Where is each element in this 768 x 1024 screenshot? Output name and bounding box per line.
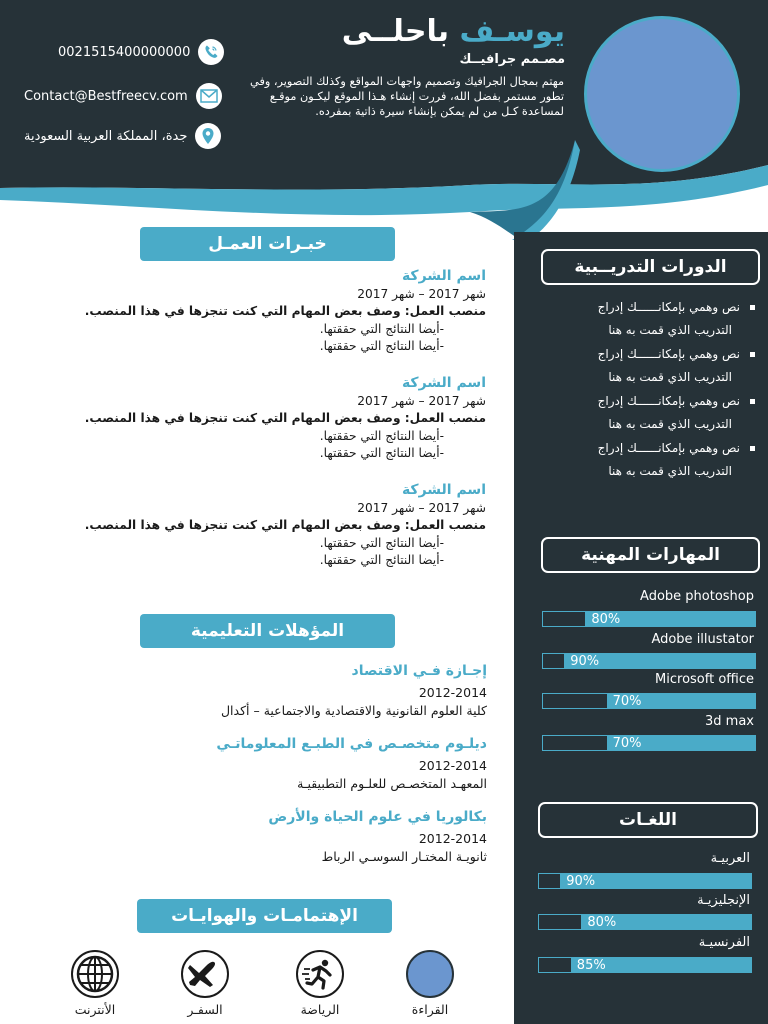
interest-label: الرياضة [300,1002,340,1017]
job-role: منصب العمل: وصف بعض المهام التي كنت تنجزها في هذا المنصب. [84,518,486,532]
airplane-icon [181,950,229,998]
interest-label: السفـر [187,1002,223,1017]
skill-name: Adobe illustator [651,632,754,647]
job-result: -أيضا النتائج التي حققتها. [319,446,444,460]
skill-bar [542,735,756,751]
school-name: المعهـد المتخصـص للعلـوم التطبيقيـة [297,776,487,791]
job-result: -أيضا النتائج التي حققتها. [319,321,444,336]
bullet-icon [750,446,755,451]
profile-summary: مهتم بمجال الجرافيك وتصميم واجهات المواقع وكذلك التصوير، وفي تطور مستمر بفضل الله، فررت إنشاء هـذا الموقع ليكـون موقـع لمساعدة كـل من لم يمكن بإنشاء سيرة ذاتية بمفرده. [250,75,564,118]
experience-title: خبـرات العمـل [140,227,395,261]
first-name: يوسـف [459,14,565,49]
skill-percent: 70% [612,736,642,751]
envelope-icon [196,83,222,109]
job-dates: شهر 2017 – شهر 2017 [357,500,486,515]
bullet-icon [750,305,755,310]
contact-phone [58,38,238,66]
interest-sports [275,950,365,1017]
skill-bar [542,653,756,669]
skills-title: المهارات المهنية [541,537,760,573]
running-icon [296,950,344,998]
interest-internet [50,950,140,1017]
address-text: جدة، المملكة العربية السعودية [24,128,188,144]
education-item [150,808,487,866]
job-result: -أيضا النتائج التي حققتها. [319,553,444,567]
course-item: نص وهمي بإمكانــــــك إدراج التدريب الذي قمت به هنا [540,390,755,436]
job-role: منصب العمل: وصف بعض المهام التي كنت تنجزها في هذا المنصب. [84,304,486,318]
language-percent: 80% [587,915,617,930]
skill-percent: 70% [612,694,642,709]
job-result: -أيضا النتائج التي حققتها. [319,428,444,443]
job-title: مصـمم جرافيــك [459,52,565,67]
company-name: اسم الشركة [401,375,486,391]
bullet-icon [750,399,755,404]
school-name: ثانويـة المختـار السوسـي الرباط [321,849,487,864]
phone-text: 0021515400000000 [58,44,191,60]
experience-item [18,375,486,463]
skill-bar [542,611,756,627]
language-percent: 85% [576,958,606,973]
interest-reading [385,950,475,1017]
language-percent: 90% [566,874,596,889]
degree-name: بكالوريا في علوم الحياة والأرض [268,809,487,825]
job-dates: شهر 2017 – شهر 2017 [357,393,486,408]
contact-address [24,122,238,150]
skill-bar [542,693,756,709]
interests-title: الإهتمامـات والهوايـات [137,899,392,933]
skill-name: Adobe photoshop [640,589,754,604]
education-item [150,735,487,793]
course-item: نص وهمي بإمكانــــــك إدراج التدريب الذي قمت به هنا [540,437,755,483]
skill-percent: 90% [570,654,600,669]
courses-title: الدورات التدريــبية [541,249,760,285]
profile-photo [584,16,740,172]
course-item: نص وهمي بإمكانــــــك إدراج التدريب الذي قمت به هنا [540,343,755,389]
company-name: اسم الشركة [401,482,486,498]
experience-item [18,268,486,356]
last-name: باحلــى [341,14,449,49]
language-name: الفرنسيـة [698,935,750,950]
school-name: كلية العلوم القانونية والاقتصادية والاجتماعية – أكدال [220,703,487,718]
skill-name: Microsoft office [655,672,754,687]
experience-item [18,482,486,570]
education-years: 2012-2014 [418,758,487,773]
job-result: -أيضا النتائج التي حققتها. [319,339,444,353]
interest-label: الأنترنت [74,1002,116,1017]
email-text[interactable]: Contact@Bestfreecv.com [24,88,188,104]
interest-travel [160,950,250,1017]
education-years: 2012-2014 [418,831,487,846]
course-item: نص وهمي بإمكانــــــك إدراج التدريب الذي قمت به هنا [540,296,755,342]
phone-icon [198,39,224,65]
education-title: المؤهلات التعليمية [140,614,395,648]
languages-title: اللغـات [538,802,758,838]
globe-icon [71,950,119,998]
language-bar [538,873,752,889]
reading-icon [406,950,454,998]
job-result: -أيضا النتائج التي حققتها. [319,535,444,550]
language-name: الإنجليزيـة [697,893,750,908]
contact-email [24,82,238,110]
skill-percent: 80% [591,612,621,627]
language-bar [538,914,752,930]
interest-label: القراءة [411,1002,449,1017]
skill-name: 3d max [705,714,754,729]
full-name [250,14,565,49]
degree-name: ديلـوم متخصـص في الطبـع المعلوماتـي [216,736,487,752]
degree-name: إجـازة فـي الاقتصاد [351,663,487,679]
company-name: اسم الشركة [401,268,486,284]
job-role: منصب العمل: وصف بعض المهام التي كنت تنجزها في هذا المنصب. [84,411,486,425]
bullet-icon [750,352,755,357]
education-years: 2012-2014 [418,685,487,700]
language-bar [538,957,752,973]
education-item [150,662,487,720]
location-pin-icon [195,123,221,149]
job-dates: شهر 2017 – شهر 2017 [357,286,486,301]
language-name: العربيـة [710,851,750,866]
